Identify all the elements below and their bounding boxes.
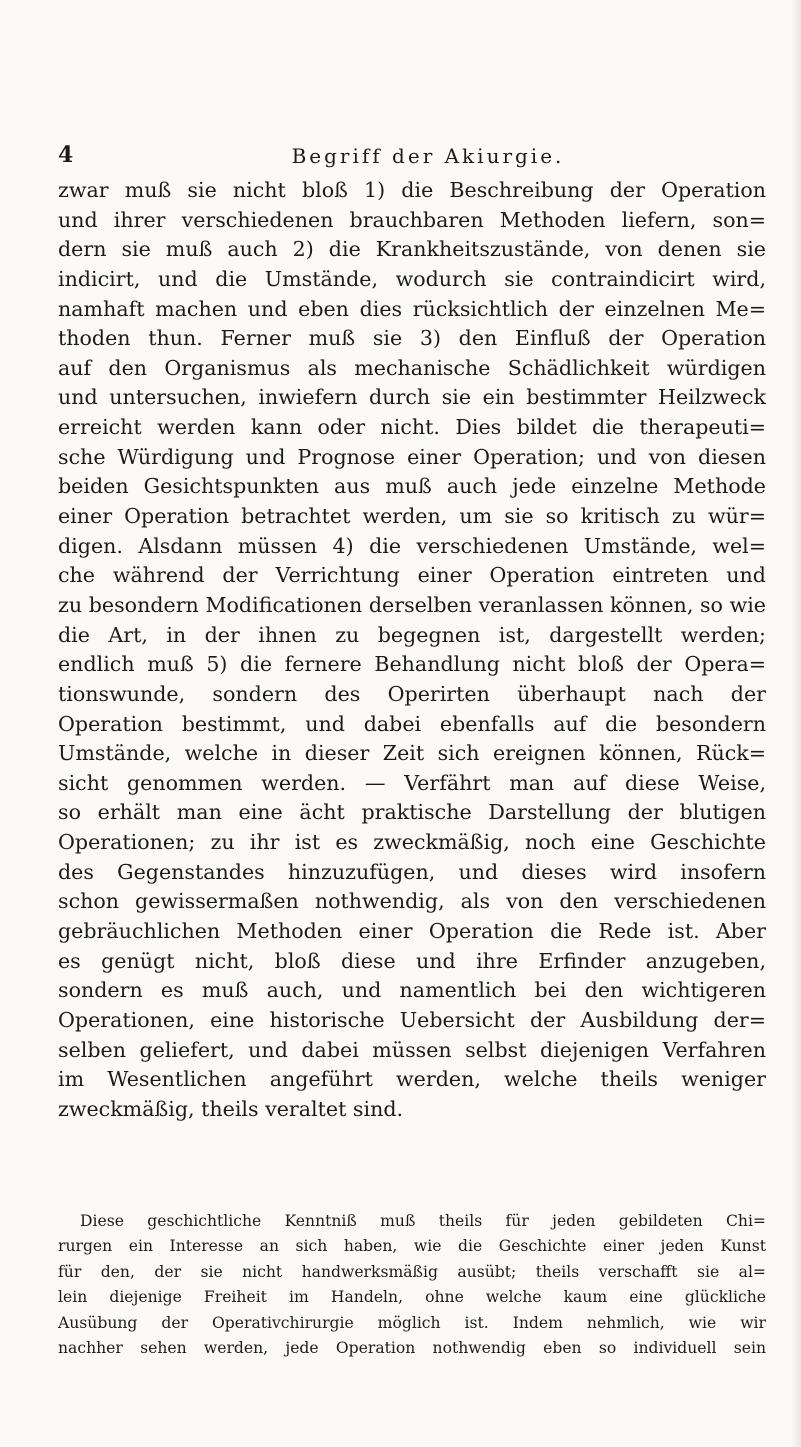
text-line: dern sie muß auch 2) die Krankheitszustände, von denen sie: [58, 237, 766, 262]
text-line: und untersuchen, inwiefern durch sie ein bestimmter Heilzweck: [58, 385, 766, 410]
text-line: tionswunde, sondern des Operirten überhaupt nach der: [58, 681, 766, 706]
text-line: Operation bestimmt, und dabei ebenfalls auf die besondern: [58, 711, 766, 736]
text-line: im Wesentlichen angeführt werden, welche theils weniger: [58, 1067, 766, 1092]
text-line: es genügt nicht, bloß diese und ihre Erfinder anzugeben,: [58, 948, 766, 973]
text-line: so erhält man eine ächt praktische Darstellung der blutigen: [58, 800, 766, 825]
text-line: Operationen; zu ihr ist es zweckmäßig, noch eine Geschichte: [58, 830, 766, 855]
footnote-line: Ausübung der Operativchirurgie möglich ist. Indem nehmlich, wie wir: [58, 1313, 766, 1332]
text-line: zwar muß sie nicht bloß 1) die Beschreibung der Operation: [58, 178, 766, 202]
text-line: des Gegenstandes hinzuzufügen, und dieses wird insofern: [58, 859, 766, 884]
text-line: zweckmäßig, theils veraltet sind.: [58, 1096, 404, 1121]
text-line: sondern es muß auch, und namentlich bei den wichtigeren: [58, 978, 766, 1003]
page-number: 4: [58, 142, 74, 168]
page-header: [58, 142, 758, 172]
main-paragraph: [58, 176, 766, 1125]
page-edge-shadow: [791, 0, 801, 1447]
text-line: Operationen, eine historische Uebersicht der Ausbildung der=: [58, 1007, 766, 1032]
text-line: beiden Gesichtspunkten aus muß auch jede einzelne Methode: [58, 474, 766, 499]
text-line: sicht genommen werden. — Verfährt man auf diese Weise,: [58, 770, 766, 795]
text-line: indicirt, und die Umstände, wodurch sie contraindicirt wird,: [58, 266, 766, 291]
text-line: erreicht werden kann oder nicht. Dies bildet die therapeuti=: [58, 415, 766, 440]
text-line: sche Würdigung und Prognose einer Operation; und von diesen: [58, 444, 766, 469]
footnote-line: lein diejenige Freiheit im Handeln, ohne welche kaum eine glückliche: [58, 1288, 766, 1307]
footnote-line: rurgen ein Interesse an sich haben, wie die Geschichte einer jeden Kunst: [58, 1237, 766, 1256]
text-line: die Art, in der ihnen zu begegnen ist, dargestellt werden;: [58, 622, 766, 647]
text-line: thoden thun. Ferner muß sie 3) den Einfluß der Operation: [58, 326, 766, 351]
running-title: Begriff der Akiurgie.: [291, 144, 565, 168]
text-line: einer Operation betrachtet werden, um sie so kritisch zu wür=: [58, 504, 766, 529]
text-line: Umstände, welche in dieser Zeit sich ereignen können, Rück=: [58, 741, 766, 766]
footnote-line: für den, der sie nicht handwerksmäßig ausübt; theils verschafft sie al=: [58, 1262, 766, 1281]
text-line: auf den Organismus als mechanische Schädlichkeit würdigen: [58, 355, 766, 380]
text-line: schon gewissermaßen nothwendig, als von den verschiedenen: [58, 889, 766, 914]
text-line: digen. Alsdann müssen 4) die verschiedenen Umstände, wel=: [58, 533, 766, 558]
footnote-line: nachher sehen werden, jede Operation nothwendig eben so individuell sein: [58, 1338, 766, 1357]
footnote-line: Diese geschichtliche Kenntniß muß theils für jeden gebildeten Chi=: [80, 1212, 766, 1230]
text-line: che während der Verrichtung einer Operation eintreten und: [58, 563, 766, 588]
text-line: selben geliefert, und dabei müssen selbst diejenigen Verfahren: [58, 1037, 766, 1062]
text-line: namhaft machen und eben dies rücksichtlich der einzelnen Me=: [58, 296, 766, 321]
footnote: [58, 1209, 766, 1361]
text-line: zu besondern Modificationen derselben veranlassen können, so wie: [58, 592, 766, 617]
text-line: gebräuchlichen Methoden einer Operation die Rede ist. Aber: [58, 919, 766, 944]
text-line: und ihrer verschiedenen brauchbaren Methoden liefern, son=: [58, 207, 766, 232]
text-line: endlich muß 5) die fernere Behandlung nicht bloß der Opera=: [58, 652, 766, 677]
